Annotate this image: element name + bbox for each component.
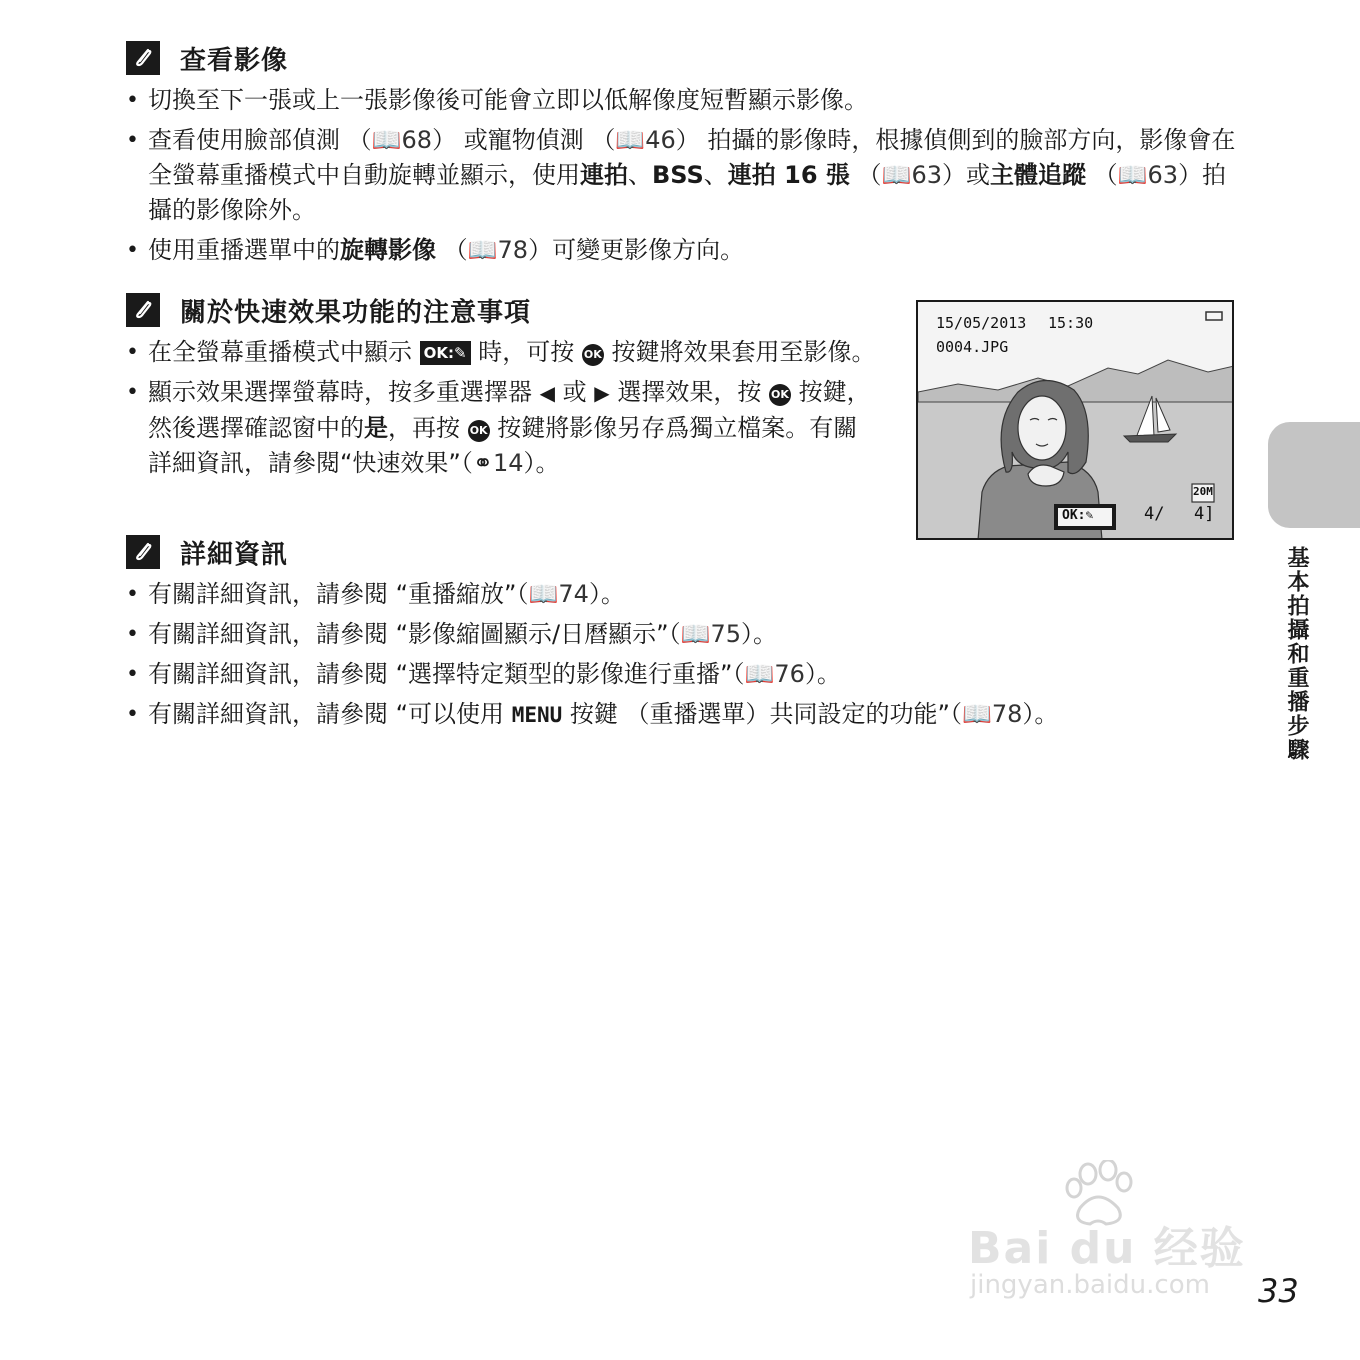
book-icon: 📖	[371, 126, 402, 154]
left-arrow-icon: ◀	[539, 381, 556, 405]
ok-quick-effect-icon: OK:✎	[420, 341, 471, 365]
list-item: • 顯示效果選擇螢幕時，按多重選擇器 ◀ 或 ▶ 選擇效果，按 OK 按鍵，然後選擇確認窗中的是，再按 OK 按鍵將影像另存爲獨立檔案。有關詳細資訊，請參閱“快速效果”（⚭14）。	[126, 375, 876, 481]
section-title: 關於快速效果功能的注意事項	[180, 297, 532, 328]
book-icon: 📖	[881, 161, 912, 189]
book-icon: 📖	[615, 126, 646, 154]
book-icon: 📖	[961, 700, 992, 728]
ok-button-icon: OK	[769, 384, 791, 406]
paperclip-icon	[126, 293, 160, 327]
list-item: • 在全螢幕重播模式中顯示 OK:✎ 時，可按 OK 按鍵將效果套用至影像。	[126, 335, 876, 370]
list-item: • 切換至下一張或上一張影像後可能會立即以低解像度短暫顯示影像。	[126, 83, 1246, 118]
camera-playback-screen	[916, 300, 1234, 540]
file-name: 0004.JPG	[936, 338, 1009, 356]
section-quick-effects-notes	[126, 290, 876, 481]
reference-icon: ⚭	[472, 449, 493, 477]
paperclip-icon	[126, 41, 160, 75]
book-icon: 📖	[528, 580, 559, 608]
capture-time: 15:30	[1048, 314, 1094, 332]
section-viewing-images	[126, 38, 1246, 268]
book-icon: 📖	[1117, 161, 1148, 189]
baidu-watermark	[968, 1160, 1268, 1310]
list-item: • 有關詳細資訊，請參閱 “可以使用 MENU 按鍵 （重播選單）共同設定的功能”（📖78）。	[126, 697, 1246, 733]
page-number: 33	[1258, 1272, 1299, 1310]
list-item: • 有關詳細資訊，請參閱 “影像縮圖顯示/日曆顯示”（📖75）。	[126, 617, 1246, 652]
list-item: • 有關詳細資訊，請參閱 “重播縮放”（📖74）。	[126, 577, 1246, 612]
section-header	[126, 532, 1246, 572]
section-header	[126, 290, 876, 330]
section-header	[126, 38, 1246, 78]
list-item: • 有關詳細資訊，請參閱 “選擇特定類型的影像進行重播”（📖76）。	[126, 657, 1246, 692]
book-icon: 📖	[467, 236, 498, 264]
image-total: 4]	[1194, 504, 1215, 524]
bullet-list	[126, 83, 1246, 268]
list-item: • 使用重播選單中的旋轉影像 （📖78）可變更影像方向。	[126, 233, 1246, 268]
book-icon: 📖	[680, 620, 711, 648]
book-icon: 📖	[744, 660, 775, 688]
section-more-info	[126, 532, 1246, 733]
watermark-url: jingyan.baidu.com	[970, 1270, 1210, 1300]
ok-button-icon: OK	[582, 344, 604, 366]
right-arrow-icon: ▶	[594, 381, 610, 405]
chapter-label: 基本拍攝和重播步驟	[1284, 546, 1309, 762]
chapter-tab	[1268, 422, 1360, 528]
image-size-badge: 20M	[1193, 485, 1213, 498]
image-counter: 4/	[1144, 504, 1165, 524]
ok-quick-effect-label: OK:✎	[1062, 508, 1094, 523]
ok-button-icon: OK	[468, 420, 490, 442]
paperclip-icon	[126, 535, 160, 569]
bullet-list	[126, 335, 876, 481]
list-item: • 查看使用臉部偵測 （📖68） 或寵物偵測 （📖46） 拍攝的影像時，根據偵側到的臉部方向，影像會在全螢幕重播模式中自動旋轉並顯示，使用連拍、BSS、連拍 16 張 （📖63）或主體追蹤 （📖63）拍攝的影像除外。	[126, 123, 1246, 228]
menu-key-label: MENU	[511, 703, 563, 727]
watermark-text: Bai du 经验	[968, 1223, 1246, 1274]
section-title: 查看影像	[180, 45, 289, 76]
section-title: 詳細資訊	[180, 539, 289, 570]
capture-date: 15/05/2013	[936, 314, 1027, 332]
bullet-list	[126, 577, 1246, 733]
